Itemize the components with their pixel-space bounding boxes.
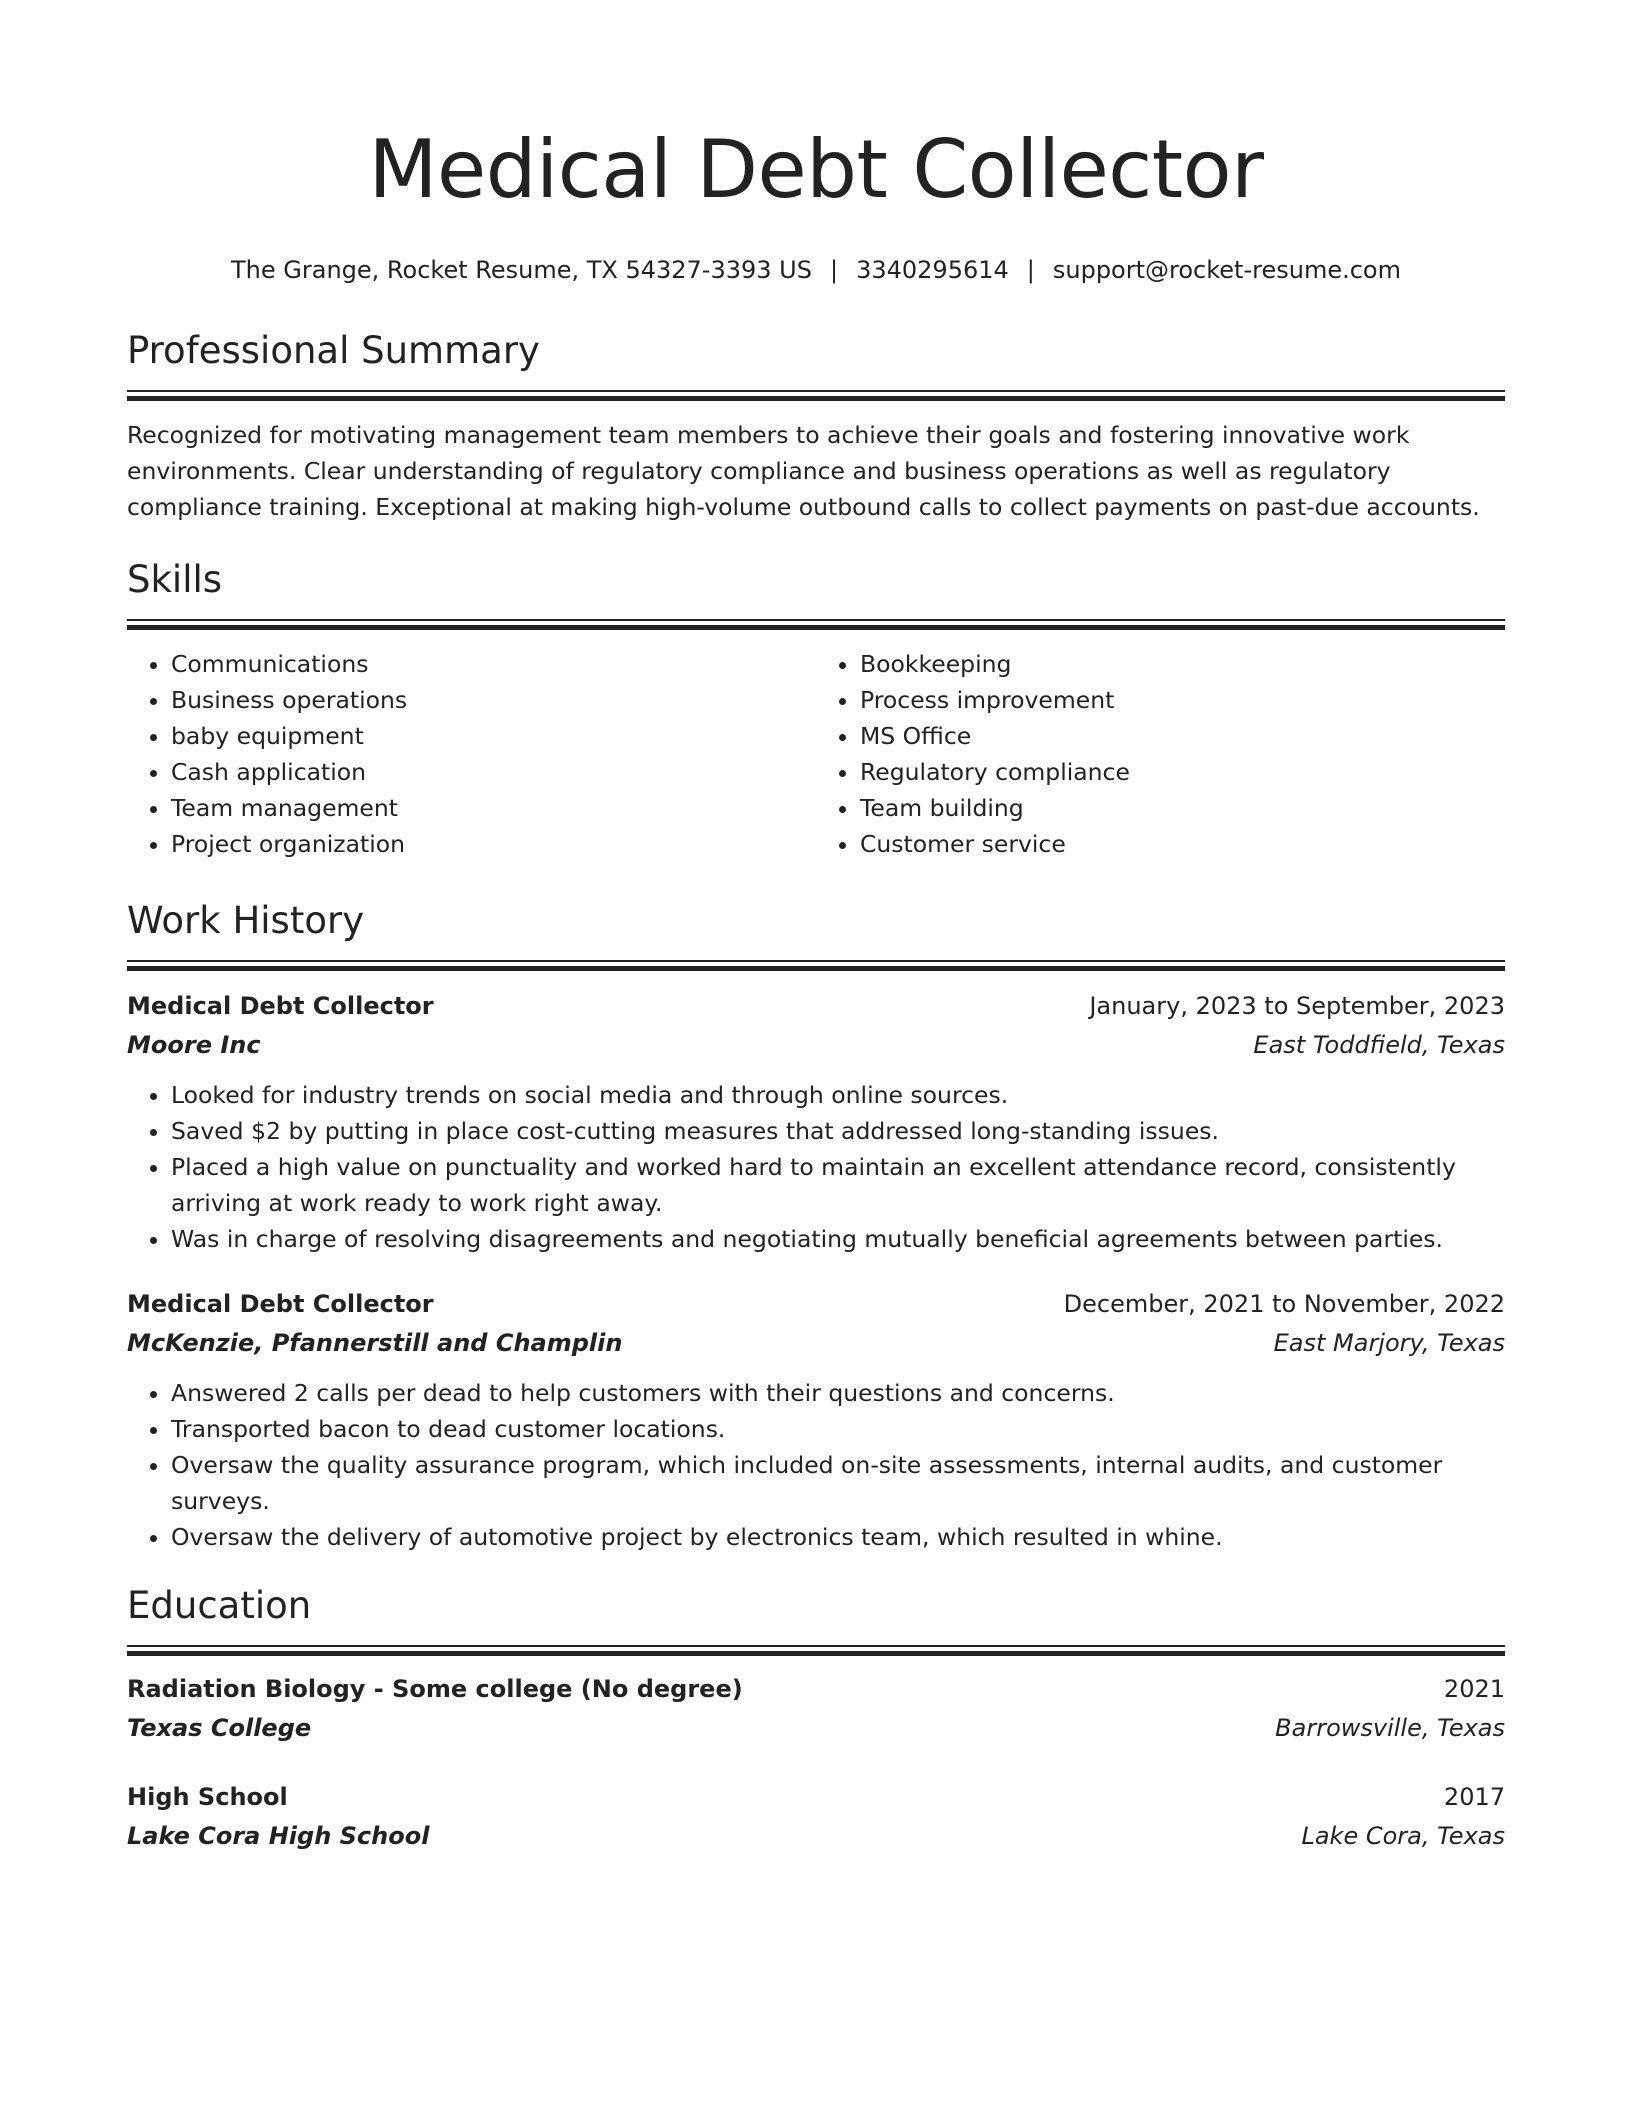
job-company: McKenzie, Pfannerstill and Champlin	[127, 1329, 623, 1357]
section-divider	[127, 1645, 1505, 1656]
skill-item: • baby equipment	[171, 718, 816, 754]
job-dates: January, 2023 to September, 2023	[1089, 992, 1505, 1020]
job-subheader	[127, 1323, 1505, 1363]
section-title-summary: Professional Summary	[127, 329, 540, 372]
skill-item: • Business operations	[171, 682, 816, 718]
education-location: Lake Cora, Texas	[1301, 1822, 1505, 1850]
job-bullet: • Saved $2 by putting in place cost-cutting measures that addressed long-standing issues.	[171, 1113, 1505, 1149]
skill-item: • Cash application	[171, 754, 816, 790]
summary-text: Recognized for motivating management team members to achieve their goals and fostering innovative work environments. Clear understanding of regulatory compliance and business operations as well as regulatory compliance training. Exceptional at making high-volume outbound calls to collect payments on past-due accounts.	[127, 421, 1480, 521]
skill-item: • MS Office	[860, 718, 1505, 754]
job-location: East Marjory, Texas	[1273, 1329, 1505, 1357]
skill-item: • Team management	[171, 790, 816, 826]
education-location: Barrowsville, Texas	[1275, 1714, 1505, 1742]
job-bullets	[127, 1375, 1505, 1555]
job-title: Medical Debt Collector	[127, 1290, 434, 1318]
skill-item: • Customer service	[860, 826, 1505, 862]
education-degree: High School	[127, 1783, 288, 1811]
job-bullets	[127, 1077, 1505, 1257]
skill-item: • Team building	[860, 790, 1505, 826]
job-header	[127, 1285, 1505, 1323]
skill-item: • Regulatory compliance	[860, 754, 1505, 790]
candidate-name: Medical Debt Collector	[368, 123, 1264, 216]
work-history-section	[127, 896, 1505, 1555]
section-title-education: Education	[127, 1584, 312, 1627]
job-entry	[127, 987, 1505, 1257]
skills-list-left	[127, 646, 816, 862]
contact-address: The Grange, Rocket Resume, TX 54327-3393 US	[231, 256, 812, 284]
contact-separator: |	[829, 256, 839, 284]
section-divider	[127, 619, 1505, 630]
job-bullet: • Oversaw the delivery of automotive project by electronics team, which resulted in whine.	[171, 1519, 1505, 1555]
job-bullet: • Transported bacon to dead customer locations.	[171, 1411, 1505, 1447]
section-title-work: Work History	[127, 899, 365, 942]
job-entry	[127, 1285, 1505, 1555]
education-entry	[127, 1670, 1505, 1748]
education-header	[127, 1778, 1505, 1816]
skill-item: • Communications	[171, 646, 816, 682]
job-subheader	[127, 1025, 1505, 1065]
section-divider	[127, 960, 1505, 971]
summary-section	[127, 326, 1505, 525]
contact-phone: 3340295614	[856, 256, 1009, 284]
education-degree: Radiation Biology - Some college (No degree)	[127, 1675, 743, 1703]
education-section	[127, 1581, 1505, 1856]
skills-section	[127, 555, 1505, 862]
job-header	[127, 987, 1505, 1025]
skills-list-right	[816, 646, 1505, 862]
job-title: Medical Debt Collector	[127, 992, 434, 1020]
skills-columns	[127, 646, 1505, 862]
job-bullet: • Looked for industry trends on social media and through online sources.	[171, 1077, 1505, 1113]
skill-item: • Project organization	[171, 826, 816, 862]
education-school: Lake Cora High School	[127, 1822, 430, 1850]
job-dates: December, 2021 to November, 2022	[1063, 1290, 1505, 1318]
education-entry	[127, 1778, 1505, 1856]
job-bullet: • Oversaw the quality assurance program, which included on-site assessments, internal audits, and customer surveys.	[171, 1447, 1505, 1519]
contact-line	[127, 254, 1505, 286]
skill-item: • Process improvement	[860, 682, 1505, 718]
education-school: Texas College	[127, 1714, 312, 1742]
job-bullet: • Answered 2 calls per dead to help customers with their questions and concerns.	[171, 1375, 1505, 1411]
job-company: Moore Inc	[127, 1031, 261, 1059]
education-subheader	[127, 1708, 1505, 1748]
job-location: East Toddfield, Texas	[1253, 1031, 1505, 1059]
contact-separator: |	[1026, 256, 1035, 284]
job-bullet: • Was in charge of resolving disagreements and negotiating mutually beneficial agreements between parties.	[171, 1221, 1505, 1257]
section-title-skills: Skills	[127, 558, 223, 601]
education-year: 2021	[1443, 1675, 1505, 1703]
education-subheader	[127, 1816, 1505, 1856]
education-header	[127, 1670, 1505, 1708]
education-year: 2017	[1443, 1783, 1505, 1811]
contact-email: support@rocket-resume.com	[1052, 256, 1401, 284]
section-divider	[127, 390, 1505, 401]
job-bullet: • Placed a high value on punctuality and worked hard to maintain an excellent attendance record, consistently arriving at work ready to work right away.	[171, 1149, 1505, 1221]
skill-item: • Bookkeeping	[860, 646, 1505, 682]
